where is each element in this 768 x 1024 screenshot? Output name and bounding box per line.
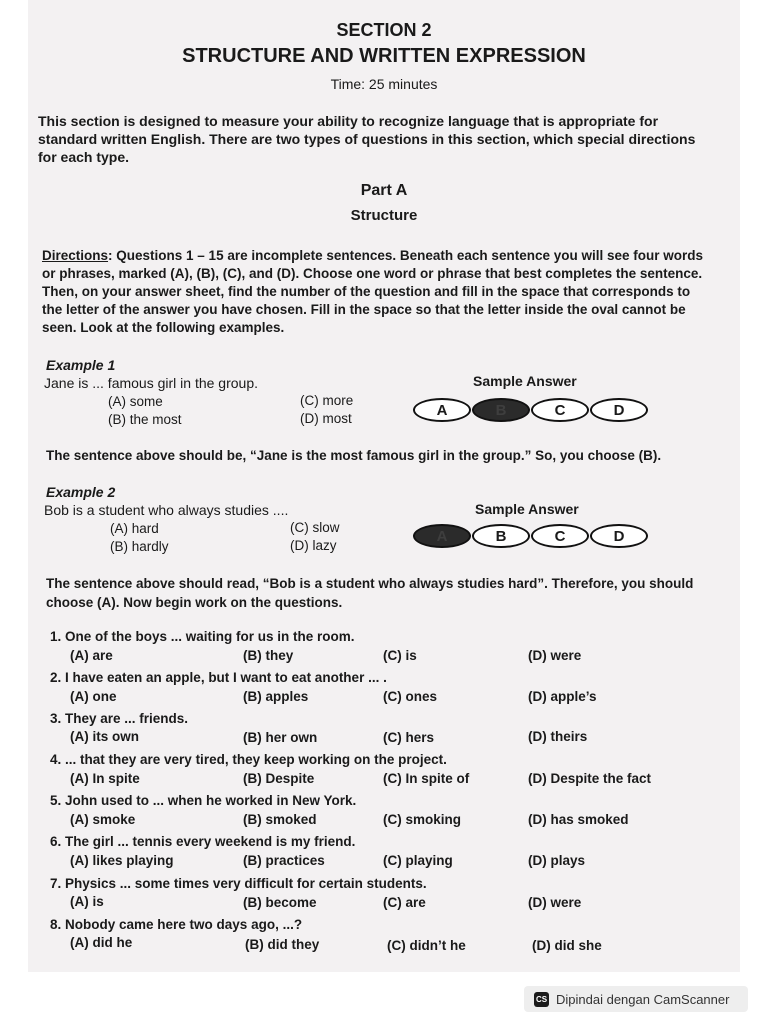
example-1-option-a: (A) some: [108, 394, 163, 409]
explanation-text: The sentence above should be, “Jane is the: [46, 448, 331, 463]
example-2-option-c: (C) slow: [290, 520, 340, 535]
camscanner-badge: [524, 986, 748, 1012]
example-2-explanation: [46, 574, 706, 612]
part-title: Part A: [360, 182, 408, 199]
question-2-option-c: (C) ones: [383, 689, 437, 704]
example-1-option-d: (D) most: [300, 411, 352, 426]
question-5-option-d: (D) has smoked: [528, 812, 629, 827]
question-1-option-c: (C) is: [383, 648, 417, 663]
directions-label: Directions: [42, 248, 109, 263]
question-6-stem: 6. The girl ... tennis every weekend is my friend.: [50, 834, 356, 849]
question-8-stem: 8. Nobody came here two days ago, ...?: [50, 917, 303, 932]
example-1-option-c: (C) more: [300, 393, 354, 408]
explanation-text: famous girl in the group.” So, you choose (B).: [362, 448, 662, 463]
directions: [42, 247, 704, 337]
question-1-option-b: (B) they: [243, 648, 294, 663]
example-1-label: Example 1: [46, 357, 116, 373]
section-title: SECTION 2: [336, 20, 432, 40]
question-5-option-a: (A) smoke: [70, 812, 136, 827]
question-4-option-a: (A) In spite: [70, 771, 140, 786]
example-2-option-b: (B) hardly: [110, 539, 169, 554]
question-6-option-c: (C) playing: [383, 853, 453, 868]
question-4-stem: 4. ... that they are very tired, they keep working on the project.: [50, 752, 447, 767]
example-2-option-a: (A) hard: [110, 521, 159, 536]
question-3-option-d: (D) theirs: [528, 729, 588, 744]
question-4-option-c: (C) In spite of: [383, 771, 470, 786]
answer-bubble-a-filled: A: [413, 524, 471, 548]
answer-bubble-c: C: [531, 398, 589, 422]
question-7-option-b: (B) become: [243, 895, 317, 910]
question-8-option-d: (D) did she: [532, 938, 602, 953]
question-2-option-b: (B) apples: [243, 689, 309, 704]
question-4-option-b: (B) Despite: [243, 771, 315, 786]
explanation-text: The sentence above should read, “Bob is a student who always studies: [46, 576, 509, 591]
question-7-option-c: (C) are: [383, 895, 426, 910]
question-3-option-b: (B) her own: [243, 730, 318, 745]
question-6-option-b: (B) practices: [243, 853, 325, 868]
example-2-option-d: (D) lazy: [290, 538, 337, 553]
question-8-option-b: (B) did they: [245, 937, 320, 952]
question-4-option-d: (D) Despite the fact: [528, 771, 652, 786]
answer-bubble-d: D: [590, 524, 648, 548]
question-5-option-b: (B) smoked: [243, 812, 317, 827]
answer-bubble-c: C: [531, 524, 589, 548]
answer-bubble-b: B: [472, 524, 530, 548]
example-2-label: Example 2: [46, 484, 116, 500]
example-2-answer-bubbles: [413, 524, 648, 548]
question-1-option-a: (A) are: [70, 648, 113, 663]
question-6-option-a: (A) likes playing: [70, 853, 174, 868]
question-3-option-a: (A) its own: [70, 729, 139, 744]
example-1-answer-bubbles: [413, 398, 648, 422]
question-8-option-a: (A) did he: [70, 935, 133, 950]
example-1-option-b: (B) the most: [108, 412, 182, 427]
question-7-option-d: (D) were: [528, 895, 582, 910]
section-subtitle: STRUCTURE AND WRITTEN EXPRESSION: [182, 45, 586, 67]
example-1-explanation: [46, 446, 706, 465]
example-2-question: Bob is a student who always studies ....: [44, 502, 289, 518]
section-intro: This section is designed to measure your ability to recognize language that is appropriate for standard written English. There are two types of questions in this section, which special directions for each type.: [38, 113, 696, 165]
explanation-text: ”. Therefore, you should choose (A). Now begin work on the questions.: [46, 576, 694, 610]
example-2-sample-label: Sample Answer: [475, 501, 579, 517]
directions-text: : Questions 1 – 15 are incomplete sentences. Beneath each sentence you will see four words or phrases, marked (A), (B), (C), and (D). Choose one word or phrase that best completes the sentence. Then, on your answer sheet, find the number of the question and fill in the space that corresponds to the letter of the answer you have chosen. Fill in the space so that the letter inside the oval cannot be seen. Look at the following examples.: [42, 248, 703, 335]
answer-bubble-a: A: [413, 398, 471, 422]
question-3-option-c: (C) hers: [383, 730, 435, 745]
question-7-option-a: (A) is: [70, 894, 104, 909]
question-8-option-c: (C) didn’t he: [387, 938, 466, 953]
answer-bubble-b-filled: B: [472, 398, 530, 422]
section-time: Time: 25 minutes: [330, 76, 438, 92]
question-2-option-a: (A) one: [70, 689, 117, 704]
question-5-stem: 5. John used to ... when he worked in New York.: [50, 793, 357, 808]
question-7-stem: 7. Physics ... some times very difficult for certain students.: [50, 876, 427, 891]
example-1-question: Jane is ... famous girl in the group.: [44, 375, 258, 391]
explanation-keyword: hard: [508, 576, 538, 591]
question-1-stem: 1. One of the boys ... waiting for us in the room.: [50, 629, 355, 644]
camscanner-label: Dipindai dengan CamScanner: [556, 991, 730, 1007]
question-2-option-d: (D) apple’s: [528, 689, 597, 704]
question-3-stem: 3. They are ... friends.: [50, 711, 189, 726]
question-2-stem: 2. I have eaten an apple, but I want to eat another ... .: [50, 670, 387, 685]
question-1-option-d: (D) were: [528, 648, 582, 663]
answer-bubble-d: D: [590, 398, 648, 422]
explanation-keyword: most: [330, 448, 363, 463]
question-6-option-d: (D) plays: [528, 853, 586, 868]
part-subtitle: Structure: [350, 207, 418, 224]
example-1-sample-label: Sample Answer: [473, 373, 577, 389]
camscanner-icon: CS: [534, 992, 549, 1007]
question-5-option-c: (C) smoking: [383, 812, 462, 827]
